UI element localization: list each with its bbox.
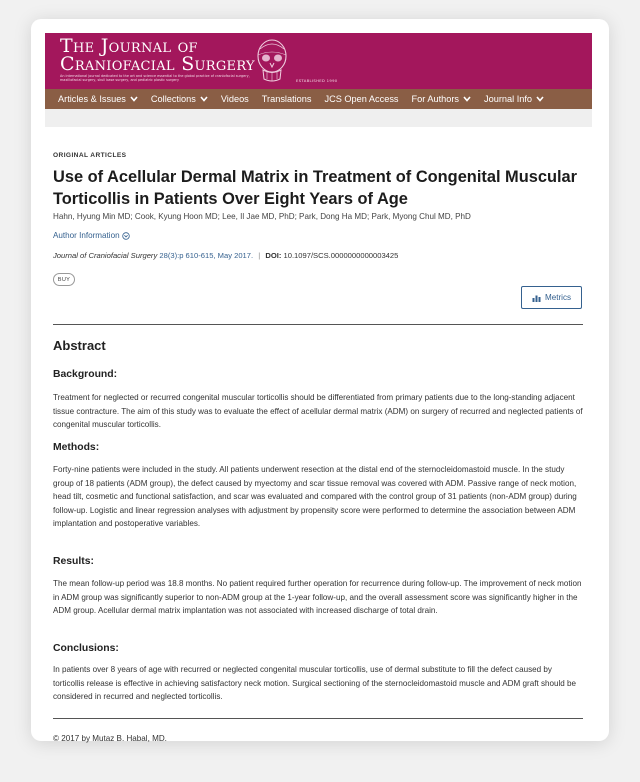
results-heading: Results:: [53, 556, 94, 567]
article-section-label: ORIGINAL ARTICLES: [53, 152, 127, 159]
conclusions-heading: Conclusions:: [53, 643, 119, 654]
article-card: [31, 19, 609, 741]
journal-title-line1: The Journal of: [60, 35, 198, 57]
skull-logo-icon: [252, 37, 292, 85]
buy-button[interactable]: BUY: [53, 273, 75, 286]
chevron-down-icon: [130, 96, 138, 102]
nav-translations[interactable]: [262, 94, 312, 104]
journal-established: ESTABLISHED 1990: [296, 78, 338, 83]
article-citation: [53, 251, 398, 260]
nav-label: Articles & Issues: [58, 94, 126, 104]
journal-title-line2: Craniofacial Surgery: [60, 53, 255, 75]
citation-doi-label: DOI:: [265, 251, 282, 260]
subnav-bar: [45, 109, 592, 127]
article-title: Use of Acellular Dermal Matrix in Treatment of Congenital Muscular Torticollis in Patients Over Eight Years of Age: [53, 168, 578, 208]
chevron-down-icon: [200, 96, 208, 102]
citation-journal: Journal of Craniofacial Surgery: [53, 251, 158, 260]
metrics-button[interactable]: [521, 286, 582, 309]
journal-masthead[interactable]: [45, 33, 592, 89]
nav-label: Journal Info: [484, 94, 533, 104]
nav-articles-issues[interactable]: [58, 94, 138, 104]
background-text: Treatment for neglected or recurred congenital muscular torticollis should be differentiated from primary patients due to the long-standing adjacent tissue contracture. The aim of this study was to evaluate the effect of acellular dermal matrix (ADM) on surgery of recurred and neglected patients of congenital muscular torticollis.: [53, 393, 583, 430]
nav-for-authors[interactable]: [412, 94, 472, 104]
nav-jcs-open-access[interactable]: [324, 94, 398, 104]
article-authors: Hahn, Hyung Min MD; Cook, Kyung Hoon MD; Lee, Il Jae MD, PhD; Park, Dong Ha MD; Park, Myong Chul MD, PhD: [53, 212, 471, 221]
metrics-label: Metrics: [544, 293, 572, 302]
bar-chart-icon: [532, 294, 541, 302]
nav-label: JCS Open Access: [324, 94, 399, 104]
results-text: The mean follow-up period was 18.8 months. No patient required further operation for recurrence during follow-up. The improvement of neck motion in ADM group was significantly superior to non-ADM group at the 1-year follow-up, and the overall assessment score was significantly higher in the ADM group. Acellular dermal matrix implantation was not associated with increased discharge of total drain.: [53, 579, 582, 616]
journal-nav: [45, 89, 592, 109]
nav-label: Translations: [261, 94, 312, 104]
divider: [53, 718, 583, 719]
nav-label: Collections: [150, 94, 196, 104]
nav-label: Videos: [220, 94, 249, 104]
author-information-label: Author Information: [53, 231, 120, 240]
methods-text: Forty-nine patients were included in the study. All patients underwent resection at the distal end of the sternocleidomastoid muscle. In the study group of 18 patients (ADM group), the defect caused by myectomy and scar tissue removal was covered with ADM. Passive range of neck motion, head tilt, cosmetic and functional satisfaction, and scar was evaluated and compared with the control group of 31 patients (non-ADM group) during follow-up. Logistic and linear regression analyses with adjustment by propensity score were performed to determine the association between ADM implantation and postoperative variables.: [53, 465, 577, 529]
citation-separator: |: [258, 251, 261, 260]
abstract-heading: Abstract: [53, 338, 106, 353]
divider: [53, 324, 583, 325]
journal-logo-title: [60, 35, 255, 75]
conclusions-text: In patients over 8 years of age with recurred or neglected congenital muscular torticollis, use of dermal substitute to fill the defect caused by torticollis release is effective in achieving satisfactory neck motion. Surgical sectioning of the sternocleidomastoid muscle and ADM graft should be considered in recurred and neglected torticollis.: [53, 665, 577, 702]
author-information-toggle[interactable]: [53, 231, 130, 240]
chevron-circle-down-icon: [122, 232, 130, 240]
chevron-down-icon: [463, 96, 471, 102]
citation-volume-link[interactable]: 28(3):p 610-615, May 2017.: [159, 251, 254, 260]
nav-collections[interactable]: [151, 94, 208, 104]
citation-doi: 10.1097/SCS.0000000000003425: [283, 251, 399, 260]
journal-tagline: An international journal dedicated to the art and science essential to the global practice of craniofacial surgery, maxillofacial surgery, skull base surgery, and pediatric plastic surgery: [60, 74, 250, 83]
copyright-notice: © 2017 by Mutaz B. Habal, MD.: [53, 734, 167, 743]
nav-videos[interactable]: [221, 94, 249, 104]
chevron-down-icon: [536, 96, 544, 102]
background-heading: Background:: [53, 369, 118, 380]
nav-journal-info[interactable]: [484, 94, 544, 104]
nav-label: For Authors: [411, 94, 460, 104]
methods-heading: Methods:: [53, 442, 100, 453]
